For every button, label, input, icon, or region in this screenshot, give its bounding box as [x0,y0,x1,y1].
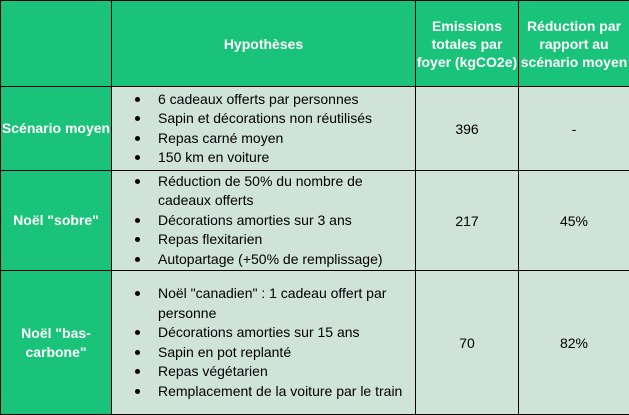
header-emissions: Emissions totales par foyer (kgCO2e) [416,1,519,87]
row-label: Noël "sobre" [1,171,112,271]
hypotheses-list [112,172,415,270]
list-item: Sapin et décorations non réutilisés [158,109,409,129]
table-row [1,87,629,171]
header-reduction: Réduction par rapport au scénario moyen [519,1,629,87]
hypotheses-list [112,284,415,401]
list-item: Noël "canadien" : 1 cadeau offert par personne [158,284,409,323]
list-item: Remplacement de la voiture par le train [158,382,409,402]
reduction-value: - [519,87,629,171]
row-label: Scénario moyen [1,87,112,171]
emissions-value: 396 [416,87,519,171]
emissions-value: 217 [416,171,519,271]
reduction-value: 45% [519,171,629,271]
hypotheses-cell [112,171,416,271]
reduction-value: 82% [519,271,629,415]
list-item: Réduction de 50% du nombre de cadeaux offerts [158,172,409,211]
list-item: Décorations amorties sur 15 ans [158,323,409,343]
table-row [1,271,629,415]
table-row [1,171,629,271]
list-item: Repas carné moyen [158,129,409,149]
header-hypotheses: Hypothèses [112,1,416,87]
emissions-value: 70 [416,271,519,415]
list-item: Sapin en pot replanté [158,343,409,363]
list-item: Décorations amorties sur 3 ans [158,211,409,231]
list-item: Repas végétarien [158,362,409,382]
row-label: Noël "bas-carbone" [1,271,112,415]
header-row [1,1,629,87]
list-item: 6 cadeaux offerts par personnes [158,90,409,110]
header-empty-cell [1,1,112,87]
list-item: Autopartage (+50% de remplissage) [158,250,409,270]
list-item: 150 km en voiture [158,148,409,168]
hypotheses-list [112,90,415,168]
hypotheses-cell [112,87,416,171]
list-item: Repas flexitarien [158,230,409,250]
hypotheses-cell [112,271,416,415]
